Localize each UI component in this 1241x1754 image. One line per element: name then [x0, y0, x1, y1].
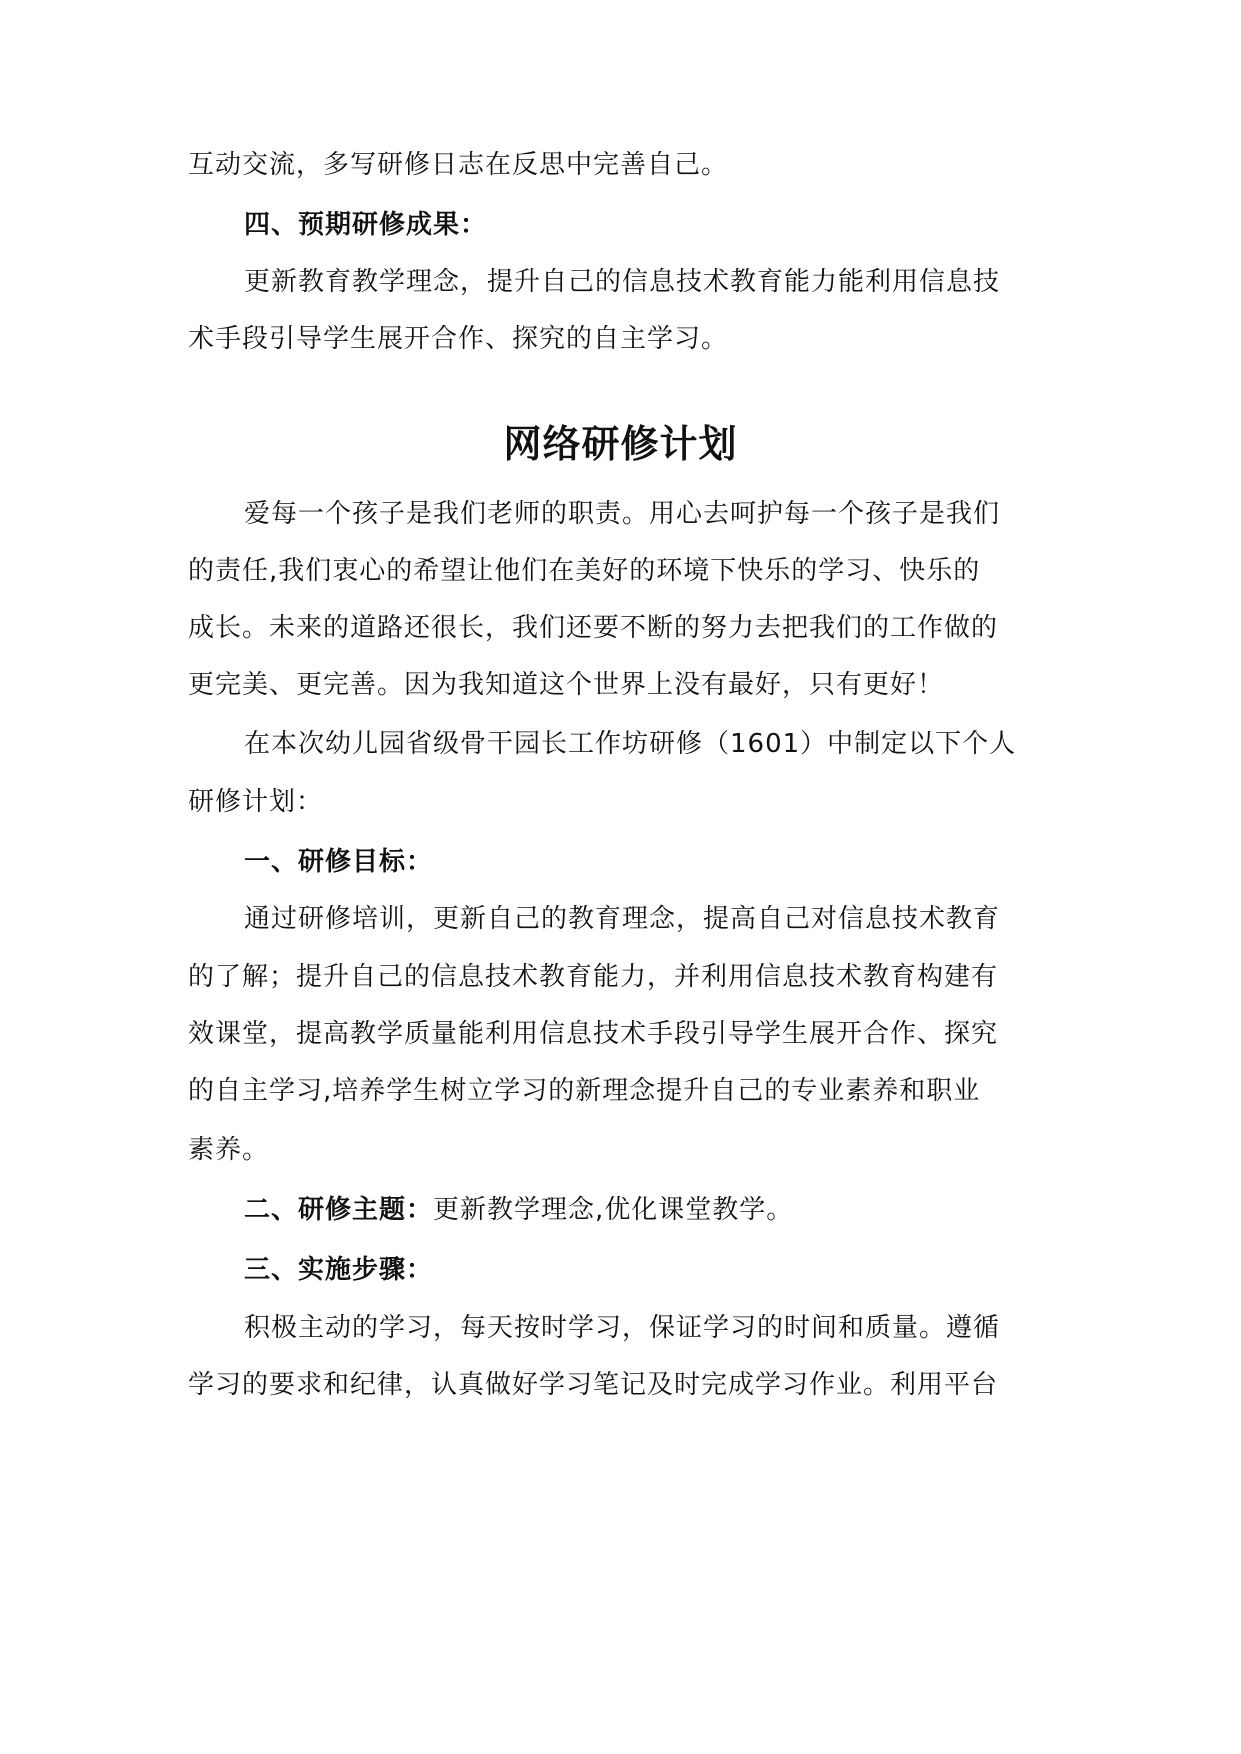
section4-line-1: 更新教育教学理念，提升自己的信息技术教育能力能利用信息技: [244, 267, 1001, 297]
section2-text: 更新教学理念,优化课堂教学。: [433, 1195, 794, 1225]
intro-line-2: 的责任,我们衷心的希望让他们在美好的环境下快乐的学习、快乐的: [188, 556, 981, 586]
plan-intro-line-2: 研修计划：: [188, 787, 324, 817]
intro-line-4: 更完美、更完善。因为我知道这个世界上没有最好，只有更好！: [188, 670, 945, 700]
section1-line-4: 的自主学习,培养学生树立学习的新理念提升自己的专业素养和职业: [188, 1076, 981, 1106]
section3-line-1: 积极主动的学习，每天按时学习，保证学习的时间和质量。遵循: [244, 1313, 1001, 1343]
section1-line-3: 效课堂，提高教学质量能利用信息技术手段引导学生展开合作、探究: [188, 1019, 999, 1049]
intro-line-1: 爱每一个孩子是我们老师的职责。用心去呵护每一个孩子是我们: [244, 499, 1001, 529]
intro-line-3: 成长。未来的道路还很长，我们还要不断的努力去把我们的工作做的: [188, 613, 999, 643]
section1-line-1: 通过研修培训，更新自己的教育理念，提高自己对信息技术教育: [244, 904, 1001, 934]
plan-intro-line-1: 在本次幼儿园省级骨干园长工作坊研修（1601）中制定以下个人: [244, 729, 1017, 759]
section1-heading: 一、研修目标：: [244, 847, 434, 877]
section1-line-5: 素养。: [188, 1135, 270, 1165]
document-title: 网络研修计划: [503, 422, 738, 466]
continuation-line: 互动交流，多写研修日志在反思中完善自己。: [188, 150, 729, 180]
section2-heading: 二、研修主题：: [244, 1195, 434, 1225]
section4-line-2: 术手段引导学生展开合作、探究的自主学习。: [188, 324, 729, 354]
section3-line-2: 学习的要求和纪律，认真做好学习笔记及时完成学习作业。利用平台: [188, 1370, 999, 1400]
section3-heading: 三、实施步骤：: [244, 1255, 434, 1285]
section2-line: [244, 1193, 1124, 1227]
section1-line-2: 的了解；提升自己的信息技术教育能力，并利用信息技术教育构建有: [188, 962, 999, 992]
section4-heading: 四、预期研修成果：: [244, 210, 488, 240]
